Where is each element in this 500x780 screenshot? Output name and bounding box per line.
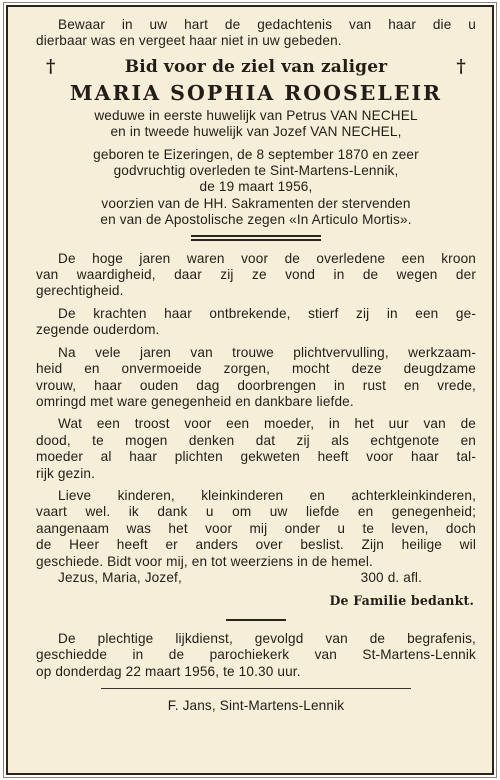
paragraph <box>36 416 476 482</box>
printer-divider <box>101 688 411 689</box>
funeral-line: geschiedde in de parochiekerk van St-Martens-Lennik <box>36 647 476 663</box>
family-thanks: De Familie bedankt. <box>329 593 474 609</box>
card-content <box>36 17 476 714</box>
paragraph <box>36 251 476 300</box>
biography-line: geboren te Eizeringen, de 8 september 1870 en zeer <box>93 146 419 162</box>
closing-prayer-text: Jezus, Maria, Jozef, <box>58 569 182 585</box>
biography-line: de 19 maart 1956, <box>199 179 313 195</box>
funeral-line: op donderdag 22 maart 1956, te 10.30 uur. <box>36 663 301 679</box>
divider <box>226 619 286 621</box>
paragraph-line: zegende ouderdom. <box>36 322 160 338</box>
paragraph-line: moeder al haar plichten gekweten heeft voor haar tal- <box>36 449 476 465</box>
paragraph <box>36 306 476 339</box>
cross-icon: † <box>456 55 466 77</box>
funeral-line: De plechtige lijkdienst, gevolgd van de begrafenis, <box>58 630 476 646</box>
double-divider <box>191 235 321 241</box>
intro-line: dierbaar was en vergeet haar niet in uw gebeden. <box>36 33 342 49</box>
closing-prayer <box>36 570 476 586</box>
printer-credit: F. Jans, Sint-Martens-Lennik <box>167 698 345 713</box>
deceased-name: MARIA SOPHIA ROOSELEIR <box>69 80 443 105</box>
paragraph <box>36 345 476 411</box>
marriage-info <box>36 108 476 141</box>
paragraph-line: de Heer heeft er anders over beslist. Zijn heilige wil <box>36 537 476 553</box>
intro-line: Bewaar in uw hart de gedachtenis van haar die u <box>58 17 476 32</box>
paragraph-line: De hoge jaren waren voor de overledene een kroon <box>58 250 476 266</box>
paragraph-line: geschiede. Bidt voor mij, en tot weerziens in de hemel. <box>36 553 373 569</box>
biography-line: voorzien van de HH. Sakramenten der stervenden <box>101 195 411 211</box>
marriage-line: en in tweede huwelijk van Jozef VAN NECHEL, <box>110 124 402 140</box>
paragraph-line: Na vele jaren van trouwe plichtvervulling, werkzaam- <box>58 344 476 360</box>
paragraph-line: Lieve kinderen, kleinkinderen en achterkleinkinderen, <box>58 487 476 503</box>
paragraph-line: dood, te mogen denken dat zij als echtgenote en <box>36 432 476 448</box>
biography <box>36 147 476 229</box>
funeral-notice <box>36 631 476 680</box>
paragraph-line: vaart wel. ik dank u om uw liefde en genegenheid; <box>36 504 476 520</box>
marriage-line: weduwe in eerste huwelijk van Petrus VAN NECHEL <box>94 107 418 123</box>
paragraph-line: rijk gezin. <box>36 465 96 481</box>
paragraph-line: De krachten haar ontbrekende, stierf zij in een ge- <box>58 305 476 321</box>
prayer-heading <box>36 56 476 78</box>
paragraph-line: van waardigheid, daar zij ze vond in de wegen der <box>36 267 476 283</box>
paragraph-line: vrouw, haar ouden dag doorbrengen in rust en vrede, <box>36 377 476 393</box>
paragraph-line: aangenaam was het voor mij onder u te leven, doch <box>36 520 476 536</box>
paragraph-line: heid en onvermoeide zorgen, mocht deze deugdzame <box>36 361 476 377</box>
paragraph-line: Wat een troost voor een moeder, in het uur van de <box>58 416 476 432</box>
indulgence-text: 300 d. afl. <box>360 569 422 585</box>
paragraph-line: gerechtigheid. <box>36 283 124 299</box>
biography-line: godvruchtig overleden te Sint-Martens-Lennik, <box>113 163 399 179</box>
paragraph <box>36 488 476 570</box>
paragraph-line: omringd met ware genegenheid en dankbare liefde. <box>36 393 354 409</box>
cross-icon: † <box>46 55 56 77</box>
memorial-card <box>6 5 494 775</box>
intro-text <box>36 17 476 50</box>
prayer-text: Bid voor de ziel van zaliger <box>124 56 388 77</box>
biography-line: en van de Apostolische zegen «In Articulo Mortis». <box>100 212 412 228</box>
